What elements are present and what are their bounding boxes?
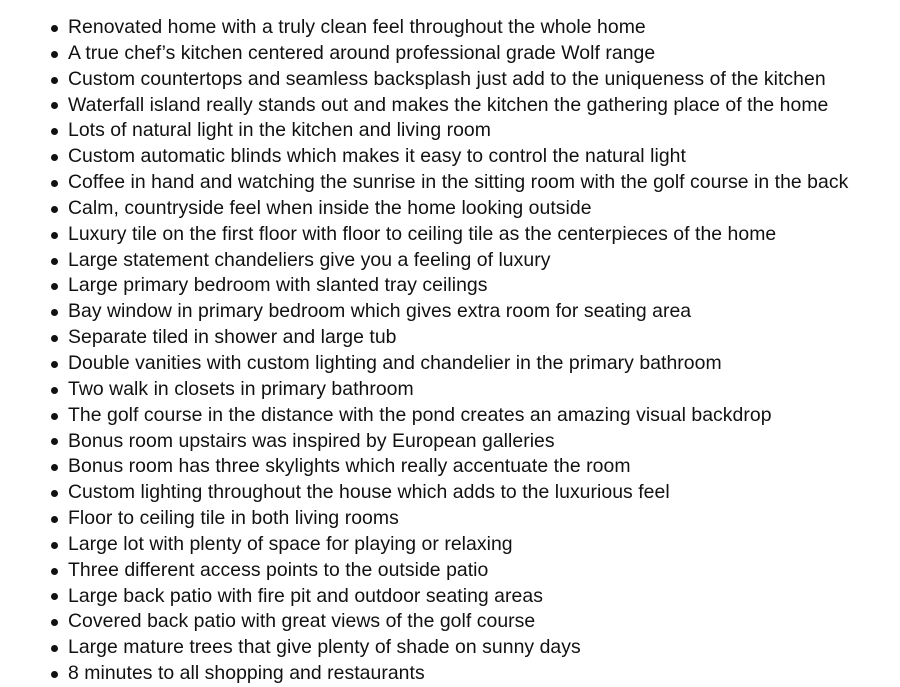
document-page bbox=[0, 15, 900, 687]
list-item-text: Renovated home with a truly clean feel throughout the whole home bbox=[68, 16, 646, 38]
list-item-text: Luxury tile on the first floor with floor to ceiling tile as the centerpieces of the home bbox=[68, 222, 777, 245]
list-item-text: Lots of natural light in the kitchen and living room bbox=[68, 119, 491, 142]
bullet-icon bbox=[51, 645, 58, 652]
list-item-text: Calm, countryside feel when inside the home looking outside bbox=[68, 196, 592, 219]
list-item-text: Two walk in closets in primary bathroom bbox=[68, 377, 414, 400]
list-item-text: Custom lighting throughout the house which adds to the luxurious feel bbox=[68, 481, 670, 504]
bullet-icon bbox=[51, 335, 58, 342]
feature-list bbox=[0, 15, 900, 687]
list-item-text: Large lot with plenty of space for playing or relaxing bbox=[68, 532, 513, 555]
list-item-text: Coffee in hand and watching the sunrise in the sitting room with the golf course in the back bbox=[68, 171, 849, 194]
bullet-icon bbox=[51, 258, 58, 265]
bullet-icon bbox=[51, 619, 58, 626]
list-item bbox=[0, 118, 900, 144]
bullet-icon bbox=[51, 77, 58, 84]
list-item bbox=[0, 429, 900, 455]
list-item bbox=[0, 299, 900, 325]
list-item bbox=[0, 41, 900, 67]
list-item bbox=[0, 15, 900, 41]
bullet-icon bbox=[51, 206, 58, 213]
list-item-text: Large primary bedroom with slanted tray ceilings bbox=[68, 274, 488, 297]
list-item-text: 8 minutes to all shopping and restaurants bbox=[68, 662, 425, 685]
list-item bbox=[0, 222, 900, 248]
bullet-icon bbox=[51, 516, 58, 523]
bullet-icon bbox=[51, 464, 58, 471]
list-item bbox=[0, 351, 900, 377]
list-item-text: Covered back patio with great views of the golf course bbox=[68, 610, 536, 633]
bullet-icon bbox=[51, 154, 58, 161]
bullet-icon bbox=[51, 51, 58, 58]
list-item-text: The golf course in the distance with the pond creates an amazing visual backdrop bbox=[68, 403, 772, 426]
list-item bbox=[0, 248, 900, 274]
bullet-icon bbox=[51, 593, 58, 600]
list-item bbox=[0, 67, 900, 93]
list-item bbox=[0, 584, 900, 610]
bullet-icon bbox=[51, 361, 58, 368]
bullet-icon bbox=[51, 490, 58, 497]
list-item bbox=[0, 609, 900, 635]
bullet-icon bbox=[51, 102, 58, 109]
list-item bbox=[0, 93, 900, 119]
list-item bbox=[0, 377, 900, 403]
list-item-text: Large statement chandeliers give you a feeling of luxury bbox=[68, 248, 551, 271]
list-item bbox=[0, 558, 900, 584]
list-item bbox=[0, 403, 900, 429]
list-item-text: Large back patio with fire pit and outdoor seating areas bbox=[68, 584, 543, 607]
bullet-icon bbox=[51, 25, 58, 32]
list-item bbox=[0, 635, 900, 661]
list-item bbox=[0, 144, 900, 170]
bullet-icon bbox=[51, 309, 58, 316]
bullet-icon bbox=[51, 128, 58, 135]
bullet-icon bbox=[51, 387, 58, 394]
list-item bbox=[0, 506, 900, 532]
list-item-text: A true chef’s kitchen centered around professional grade Wolf range bbox=[68, 41, 656, 64]
list-item-text: Custom automatic blinds which makes it easy to control the natural light bbox=[68, 145, 686, 168]
bullet-icon bbox=[51, 180, 58, 187]
list-item-text: Double vanities with custom lighting and chandelier in the primary bathroom bbox=[68, 351, 722, 374]
list-item-text: Separate tiled in shower and large tub bbox=[68, 326, 397, 349]
bullet-icon bbox=[51, 568, 58, 575]
list-item bbox=[0, 480, 900, 506]
list-item-text: Three different access points to the outside patio bbox=[68, 558, 489, 581]
list-item-text: Large mature trees that give plenty of shade on sunny days bbox=[68, 636, 581, 659]
list-item bbox=[0, 454, 900, 480]
bullet-icon bbox=[51, 438, 58, 445]
list-item bbox=[0, 273, 900, 299]
list-item-text: Floor to ceiling tile in both living rooms bbox=[68, 507, 399, 530]
bullet-icon bbox=[51, 232, 58, 239]
list-item bbox=[0, 532, 900, 558]
bullet-icon bbox=[51, 283, 58, 290]
list-item bbox=[0, 661, 900, 687]
list-item-text: Waterfall island really stands out and makes the kitchen the gathering place of the home bbox=[68, 93, 829, 116]
list-item bbox=[0, 325, 900, 351]
bullet-icon bbox=[51, 413, 58, 420]
list-item-text: Bay window in primary bedroom which gives extra room for seating area bbox=[68, 300, 692, 323]
list-item-text: Bonus room upstairs was inspired by European galleries bbox=[68, 429, 555, 452]
list-item-text: Bonus room has three skylights which really accentuate the room bbox=[68, 455, 631, 478]
list-item bbox=[0, 170, 900, 196]
list-item bbox=[0, 196, 900, 222]
bullet-icon bbox=[51, 542, 58, 549]
list-item-text: Custom countertops and seamless backsplash just add to the uniqueness of the kitchen bbox=[68, 67, 826, 90]
